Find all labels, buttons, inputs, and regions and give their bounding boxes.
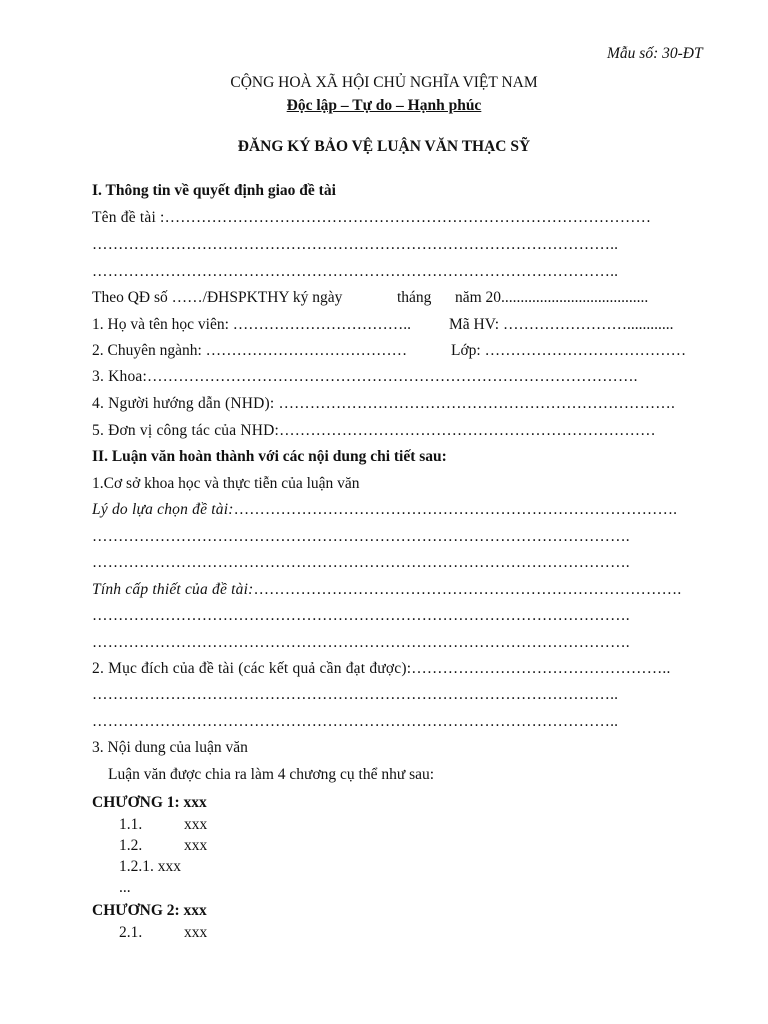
faculty-field: 3. Khoa:………………………………………………………………………………….: [92, 368, 638, 385]
topic-line-2: ………………………………………………………………………………………..: [92, 236, 619, 253]
urgency-fill: ……………………………………………………………………….: [253, 581, 682, 598]
chapter-2-title: CHƯƠNG 2: xxx: [92, 902, 207, 919]
urgency-dots-2: ………………………………………………………………………………………….: [92, 634, 630, 651]
student-name-field: 1. Họ và tên học viên: ……………………………..: [92, 316, 412, 333]
topic-label: Tên đề tài :: [92, 209, 165, 226]
urgency-line: [92, 580, 692, 600]
decision-prefix: Theo QĐ số ……/ĐHSPKTHY ký ngày: [92, 289, 343, 306]
reason-label: Lý do lựa chọn đề tài:: [92, 501, 234, 518]
chapter-1-item-1-text: xxx: [184, 816, 208, 833]
section1-heading: I. Thông tin về quyết định giao đề tài: [92, 182, 336, 199]
national-motto: Độc lập – Tự do – Hạnh phúc: [286, 97, 482, 114]
decision-year: năm 20......................................: [455, 289, 649, 306]
chapter-1-item-3: 1.2.1. xxx: [119, 858, 181, 875]
supervisor-field: 4. Người hướng dẫn (NHD): ………………………………………………………………….: [92, 395, 676, 412]
purpose-line: 2. Mục đích của đề tài (các kết quả cần đạt được):…………………………………………..: [92, 660, 671, 677]
content-heading: 3. Nội dung của luận văn: [92, 739, 248, 756]
chapter-1-title: CHƯƠNG 1: xxx: [92, 794, 207, 811]
urgency-label: Tính cấp thiết của đề tài:: [92, 581, 254, 598]
chapter-2-item-1-text: xxx: [184, 924, 208, 941]
basis-subheading: 1.Cơ sở khoa học và thực tiễn của luận văn: [92, 475, 360, 492]
student-id-field: Mã HV: ……………………............: [449, 316, 674, 333]
chapter-2-item-1-num: 2.1.: [119, 924, 143, 941]
chapter-1-item-2-text: xxx: [184, 837, 208, 854]
chapter-1-item-ellipsis: ...: [119, 879, 131, 896]
reason-fill: ………………………………………………………………………….: [233, 501, 678, 518]
section2-heading: II. Luận văn hoàn thành với các nội dung chi tiết sau:: [92, 448, 447, 465]
topic-line: [92, 208, 692, 228]
country-name: CỘNG HOÀ XÃ HỘI CHỦ NGHĨA VIỆT NAM: [230, 74, 538, 91]
purpose-dots-1: ………………………………………………………………………………………..: [92, 686, 619, 703]
reason-dots-2: ………………………………………………………………………………………….: [92, 554, 630, 571]
urgency-dots-1: ………………………………………………………………………………………….: [92, 607, 630, 624]
purpose-dots-2: ………………………………………………………………………………………..: [92, 713, 619, 730]
document-title: ĐĂNG KÝ BẢO VỆ LUẬN VĂN THẠC SỸ: [237, 138, 531, 155]
class-field: Lớp: …………………………………: [451, 342, 687, 359]
reason-line: [92, 500, 692, 520]
reason-dots-1: ………………………………………………………………………………………….: [92, 528, 630, 545]
chapter-1-item-2-num: 1.2.: [119, 837, 143, 854]
chapter-1-item-1-num: 1.1.: [119, 816, 143, 833]
content-intro: Luận văn được chia ra làm 4 chương cụ thể như sau:: [108, 766, 435, 783]
topic-line-3: ………………………………………………………………………………………..: [92, 263, 619, 280]
topic-fill: …………………………………………………………………………………: [164, 209, 652, 226]
supervisor-org-field: 5. Đơn vị công tác của NHD:………………………………………………………………: [92, 422, 656, 439]
form-code: Mẫu số: 30-ĐT: [607, 45, 703, 62]
decision-month: tháng: [397, 289, 432, 306]
major-field: 2. Chuyên ngành: …………………………………: [92, 342, 408, 359]
